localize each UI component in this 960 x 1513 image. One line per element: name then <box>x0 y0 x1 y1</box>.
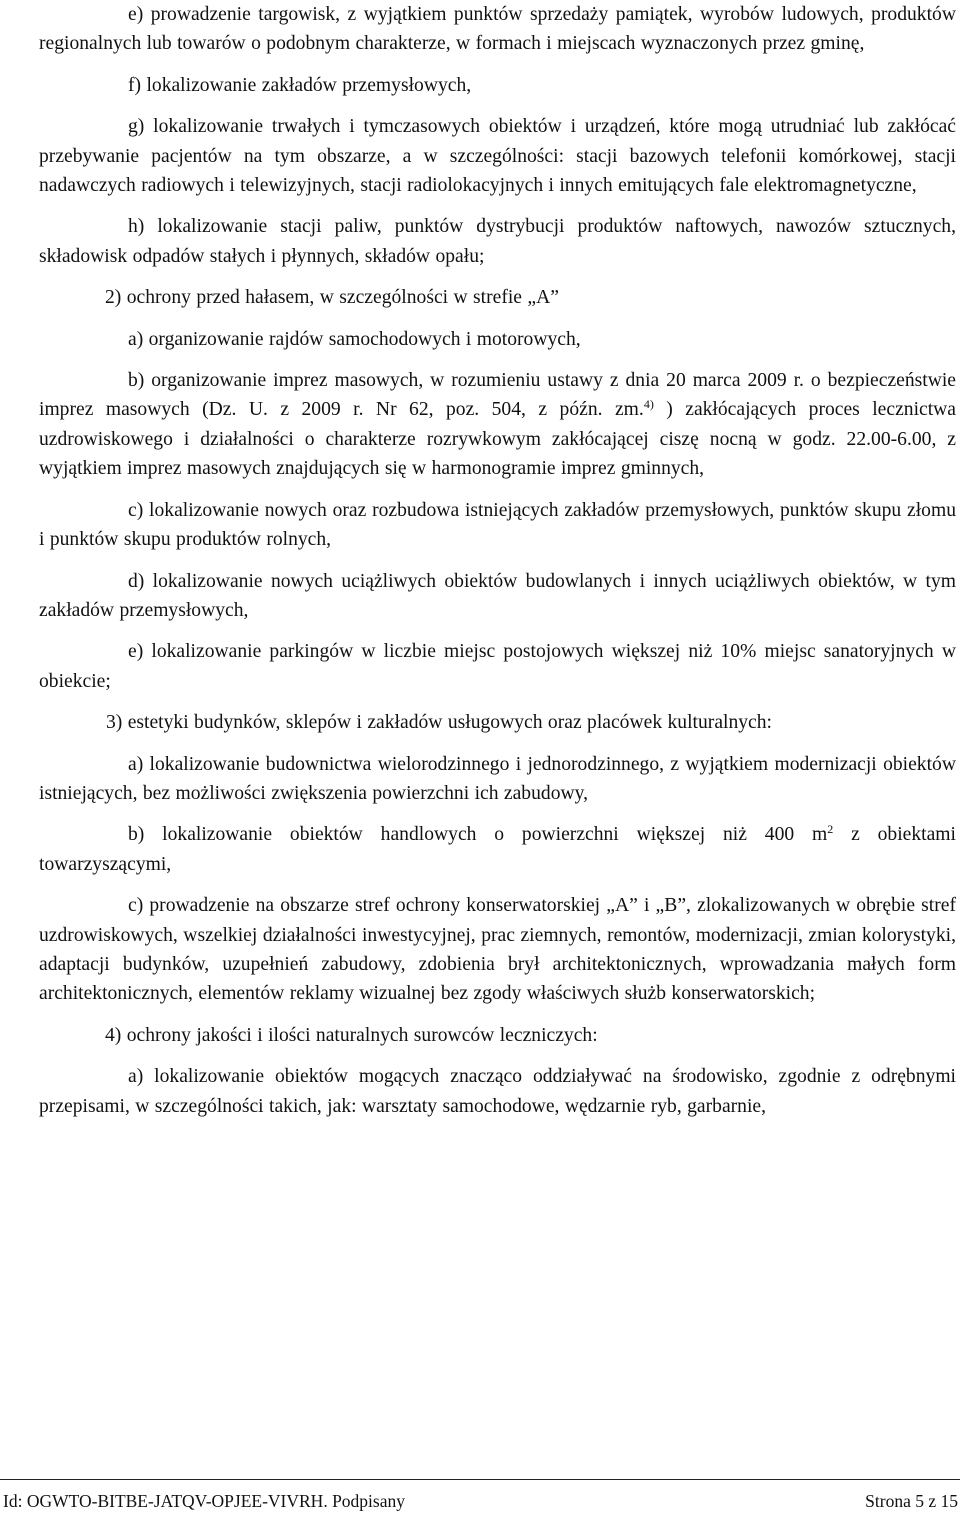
paragraph-2-halas: 2) ochrony przed hałasem, w szczególności w strefie „A” <box>105 287 559 309</box>
paragraph-b-handel-text-2: z obiektami towarzyszącymi, <box>39 824 956 875</box>
paragraph-d-uciazliwe: d) lokalizowanie nowych uciążliwych obiektów budowlanych i innych uciążliwych obiektów, w tym zakładów przemysłowych, <box>39 570 956 621</box>
paragraph-a-srodowisko: a) lokalizowanie obiektów mogących znacząco oddziaływać na środowisko, zgodnie z odrębnymi przepisami, w szczególności takich, jak: warsztaty samochodowe, wędzarnie ryb, garbarnie, <box>39 1066 956 1117</box>
paragraph-e-parkingi: e) lokalizowanie parkingów w liczbie miejsc postojowych większej niż 10% miejsc sanatoryjnych w obiekcie; <box>39 641 956 692</box>
paragraph-e-targowiska: e) prowadzenie targowisk, z wyjątkiem punktów sprzedaży pamiątek, wyrobów ludowych, produktów regionalnych lub towarów o podobnym charakterze, w formach i miejscach wyznaczonych przez gminę, <box>39 4 956 55</box>
paragraph-b-text-2: ) zakłócających proces lecznictwa uzdrowiskowego i działalności o charakterze rozrywkowym zakłócającej ciszę nocną w godz. 22.00-6.00, z wyjątkiem imprez masowych znajdujących się w harmonogramie imprez gminnych, <box>39 399 957 480</box>
footnote-ref: 4) <box>643 397 654 412</box>
page-number: Strona 5 z 15 <box>865 1491 958 1511</box>
paragraph-3-estetyka: 3) estetyki budynków, sklepów i zakładów usługowych oraz placówek kulturalnych: <box>106 712 772 734</box>
paragraph-c-konserwacja: c) prowadzenie na obszarze stref ochrony konserwatorskiej „A” i „B”, zlokalizowanych w obrębie stref uzdrowiskowych, wszelkiej działalności inwestycyjnej, prac ziemnych, remontów, modernizacji, zmian kolorystyki, adaptacji budynków, uzupełnień zabudowy, zdobienia brył architektonicznych, wprowadzania małych form architektonicznych, elementów reklamy wizualnej bez zgody właściwych służb konserwatorskich; <box>39 895 956 1005</box>
paragraph-a-rajdy: a) organizowanie rajdów samochodowych i motorowych, <box>128 328 581 350</box>
paragraph-f-zaklady: f) lokalizowanie zakładów przemysłowych, <box>128 74 472 96</box>
paragraph-a-budownictwo: a) lokalizowanie budownictwa wielorodzinnego i jednorodzinnego, z wyjątkiem modernizacji obiektów istniejących, bez możliwości zwiększenia powierzchni ich zabudowy, <box>39 753 956 804</box>
footer-divider <box>0 1479 960 1480</box>
paragraph-c-zaklady: c) lokalizowanie nowych oraz rozbudowa istniejących zakładów przemysłowych, punktów skupu złomu i punktów skupu produktów rolnych, <box>39 499 956 551</box>
paragraph-4-surowce: 4) ochrony jakości i ilości naturalnych surowców leczniczych: <box>105 1024 598 1046</box>
paragraph-h-stacje-paliw: h) lokalizowanie stacji paliw, punktów dystrybucji produktów naftowych, nawozów sztucznych, składowisk odpadów stałych i płynnych, składów opału; <box>39 216 956 267</box>
paragraph-b-handel-text-1: b) lokalizowanie obiektów handlowych o powierzchni większej niż 400 m <box>128 824 828 846</box>
paragraph-b-text-1: b) organizowanie imprez masowych, w rozumieniu ustawy z dnia 20 marca 2009 r. o bezpieczeństwie imprez masowych (Dz. U. z 2009 r. Nr 62, poz. 504, z późn. zm. <box>39 370 956 421</box>
document-id: Id: OGWTO-BITBE-JATQV-OPJEE-VIVRH. Podpisany <box>3 1491 405 1511</box>
document-body <box>39 0 956 1133</box>
paragraph-g-obiekty: g) lokalizowanie trwałych i tymczasowych obiektów i urządzeń, które mogą utrudniać lub zakłócać przebywanie pacjentów na tym obszarze, a w szczególności: stacji bazowych telefonii komórkowej, stacji nadawczych radiowych i telewizyjnych, stacji radiolokacyjnych i innych emitujących fale elektromagnetyczne, <box>39 116 956 197</box>
superscript-2: 2 <box>827 822 834 837</box>
paragraph-b-imprezy <box>39 366 956 484</box>
paragraph-b-handel <box>39 820 956 879</box>
